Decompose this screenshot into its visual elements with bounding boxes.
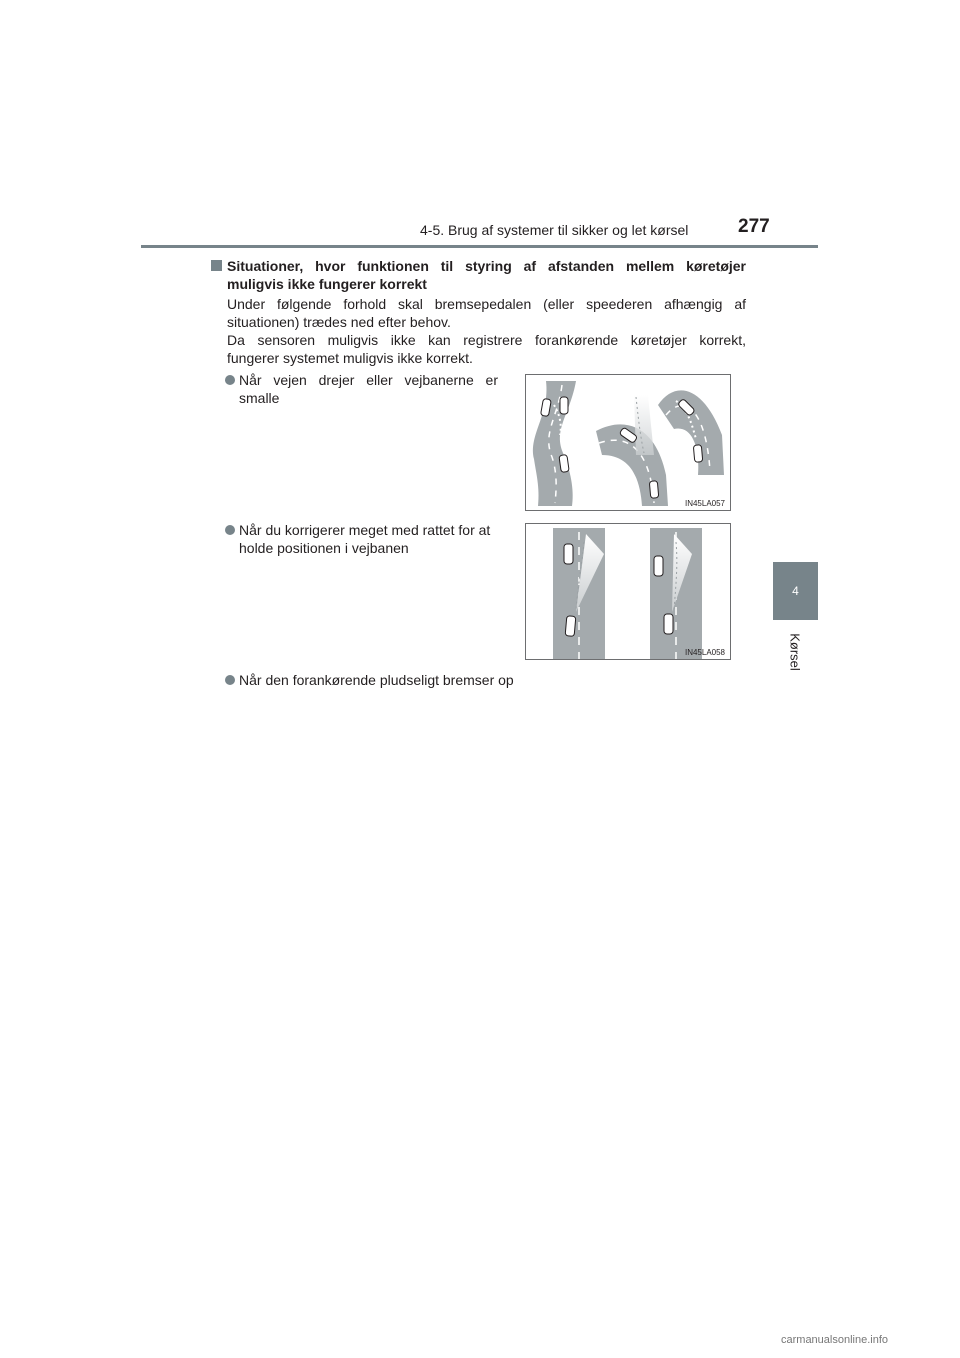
bullet-2-line-2: holde positionen i vejbanen — [239, 540, 409, 556]
bullet-3-line-1: Når den forankørende pludseligt bremser op — [225, 671, 545, 689]
bullet-2-line-1: Når du korrigerer meget med rattet for at — [225, 521, 515, 539]
figure-curved-roads — [525, 374, 731, 511]
body-line-3: Da sensoren muligvis ikke kan registrere forankørende køretøjer korrekt, — [227, 332, 746, 348]
bullet-item-curves — [225, 371, 498, 407]
bullet-dot-icon — [225, 675, 235, 685]
bullet-item-sudden-braking — [225, 671, 545, 689]
body-paragraph — [227, 295, 746, 367]
bullet-dot-icon — [225, 525, 235, 535]
figure-code: IN45LA057 — [684, 499, 725, 508]
chapter-tab — [773, 562, 818, 620]
body-line-1: Under følgende forhold skal bremsepedalen (eller speederen afhængig af — [227, 296, 746, 312]
bullet-1-line-1: Når vejen drejer eller vejbanerne er — [225, 371, 498, 389]
curved-roads-illustration — [526, 375, 732, 512]
body-line-2: situationen) trædes ned efter behov. — [227, 314, 451, 330]
square-bullet-icon — [211, 260, 222, 271]
bullet-1-line-2: smalle — [239, 390, 280, 406]
page-number: 277 — [738, 216, 770, 237]
figure-steering-corrections — [525, 523, 731, 660]
body-line-4: fungerer systemet muligvis ikke korrekt. — [227, 350, 473, 366]
steering-corrections-illustration — [526, 524, 732, 661]
bullet-dot-icon — [225, 375, 235, 385]
chapter-number: 4 — [792, 584, 799, 598]
chapter-label: Kørsel — [787, 633, 803, 671]
heading-line-2: muligvis ikke fungerer korrekt — [227, 276, 427, 292]
section-heading — [211, 257, 746, 293]
header-section-title: 4-5. Brug af systemer til sikker og let kørsel — [420, 222, 689, 238]
heading-line-1: Situationer, hvor funktionen til styring af afstanden mellem køretøjer — [211, 257, 746, 275]
bullet-item-steering — [225, 521, 515, 557]
header-divider — [141, 245, 818, 248]
footer-watermark: carmanualsonline.info — [781, 1334, 889, 1346]
figure-code: IN45LA058 — [684, 648, 725, 657]
